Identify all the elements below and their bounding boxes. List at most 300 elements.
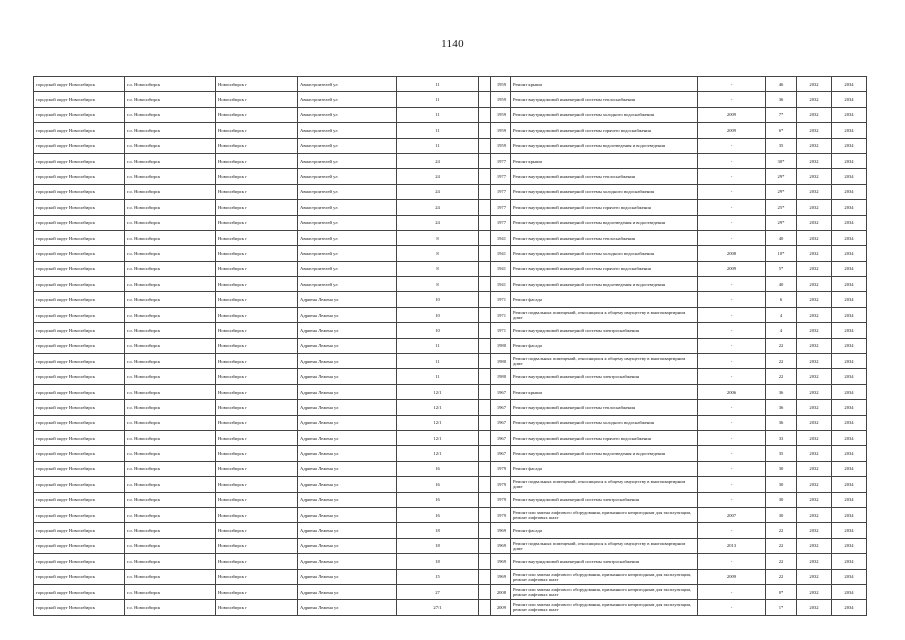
cell-plan-start: 2032 [797, 415, 832, 430]
cell-wear-percent: 30* [766, 153, 797, 168]
cell-last-repair-year: - [698, 323, 766, 338]
cell-last-repair-year: - [698, 338, 766, 353]
cell-locality: Новосибирск г [216, 354, 298, 369]
table-row [34, 215, 867, 230]
cell-build-year: 1969 [491, 538, 511, 553]
cell-wear-percent: 29* [766, 215, 797, 230]
cell-wear-percent: 36 [766, 92, 797, 107]
table-row [34, 538, 867, 553]
cell-build-year: 1977 [491, 153, 511, 168]
cell-house-number: 15 [397, 569, 479, 584]
cell-build-year: 2009 [491, 600, 511, 615]
cell-locality: Новосибирск г [216, 261, 298, 276]
cell-municipality: городской округ Новосибирск [34, 184, 125, 199]
cell-plan-start: 2032 [797, 477, 832, 492]
cell-locality: Новосибирск г [216, 184, 298, 199]
table-row [34, 430, 867, 445]
cell-spacer [479, 400, 491, 415]
table-row [34, 338, 867, 353]
table-row [34, 384, 867, 399]
cell-locality: Новосибирск г [216, 538, 298, 553]
cell-municipality: городской округ Новосибирск [34, 323, 125, 338]
cell-spacer [479, 292, 491, 307]
cell-settlement: г.о. Новосибирск [125, 92, 216, 107]
cell-locality: Новосибирск г [216, 323, 298, 338]
cell-plan-start: 2032 [797, 584, 832, 599]
cell-house-number: 12/1 [397, 384, 479, 399]
cell-municipality: городской округ Новосибирск [34, 153, 125, 168]
cell-house-number: 8 [397, 246, 479, 261]
cell-build-year: 1977 [491, 215, 511, 230]
cell-plan-end: 2034 [832, 338, 867, 353]
cell-locality: Новосибирск г [216, 338, 298, 353]
cell-settlement: г.о. Новосибирск [125, 400, 216, 415]
cell-spacer [479, 138, 491, 153]
cell-last-repair-year: 2008 [698, 246, 766, 261]
cell-locality: Новосибирск г [216, 507, 298, 522]
page-number: 1140 [441, 38, 464, 50]
cell-plan-end: 2034 [832, 200, 867, 215]
cell-plan-end: 2034 [832, 600, 867, 615]
cell-plan-end: 2034 [832, 261, 867, 276]
cell-work-type: Ремонт подвальных помещений, относящихся к общему имуществу в многоквартирном доме [511, 307, 698, 322]
cell-wear-percent: 22 [766, 523, 797, 538]
cell-street: Авиастроителей ул [298, 123, 397, 138]
cell-plan-start: 2032 [797, 92, 832, 107]
cell-plan-start: 2032 [797, 400, 832, 415]
cell-street: Адриена Лежена ул [298, 369, 397, 384]
cell-municipality: городской округ Новосибирск [34, 338, 125, 353]
cell-house-number: 12/1 [397, 446, 479, 461]
cell-plan-end: 2034 [832, 77, 867, 92]
cell-build-year: 1967 [491, 446, 511, 461]
cell-spacer [479, 123, 491, 138]
cell-wear-percent: 22 [766, 369, 797, 384]
cell-wear-percent: 22 [766, 554, 797, 569]
cell-build-year: 1977 [491, 169, 511, 184]
cell-plan-end: 2034 [832, 215, 867, 230]
cell-work-type: Ремонт внутридомовой инженерной системы холодного водоснабжения [511, 107, 698, 122]
cell-street: Адриена Лежена ул [298, 477, 397, 492]
cell-build-year: 1959 [491, 107, 511, 122]
cell-municipality: городской округ Новосибирск [34, 123, 125, 138]
cell-last-repair-year: - [698, 554, 766, 569]
cell-house-number: 16 [397, 492, 479, 507]
cell-house-number: 12/1 [397, 430, 479, 445]
cell-work-type: Ремонт внутридомовой инженерной системы теплоснабжения [511, 92, 698, 107]
cell-spacer [479, 569, 491, 584]
cell-settlement: г.о. Новосибирск [125, 354, 216, 369]
table-row [34, 230, 867, 245]
cell-locality: Новосибирск г [216, 569, 298, 584]
cell-wear-percent: 46 [766, 77, 797, 92]
cell-house-number: 18 [397, 538, 479, 553]
cell-plan-start: 2032 [797, 77, 832, 92]
cell-last-repair-year: - [698, 477, 766, 492]
cell-build-year: 1979 [491, 477, 511, 492]
cell-locality: Новосибирск г [216, 107, 298, 122]
cell-plan-start: 2032 [797, 107, 832, 122]
cell-house-number: 11 [397, 92, 479, 107]
cell-plan-end: 2034 [832, 292, 867, 307]
cell-street: Адриена Лежена ул [298, 584, 397, 599]
cell-work-type: Ремонт подвальных помещений, относящихся к общему имуществу в многоквартирном доме [511, 354, 698, 369]
cell-spacer [479, 307, 491, 322]
cell-build-year: 1979 [491, 507, 511, 522]
cell-house-number: 24 [397, 215, 479, 230]
table-row [34, 77, 867, 92]
cell-plan-start: 2032 [797, 461, 832, 476]
cell-plan-start: 2032 [797, 215, 832, 230]
cell-settlement: г.о. Новосибирск [125, 384, 216, 399]
cell-spacer [479, 384, 491, 399]
cell-spacer [479, 446, 491, 461]
cell-work-type: Ремонт или замена лифтового оборудования, признанного непригодным для эксплуатации, ремонт лифтовых шахт [511, 600, 698, 615]
cell-work-type: Ремонт внутридомовой инженерной системы электроснабжения [511, 323, 698, 338]
cell-locality: Новосибирск г [216, 77, 298, 92]
cell-last-repair-year: 2009 [698, 107, 766, 122]
cell-work-type: Ремонт крыши [511, 77, 698, 92]
cell-street: Адриена Лежена ул [298, 323, 397, 338]
repair-schedule-table [33, 76, 867, 616]
cell-settlement: г.о. Новосибирск [125, 415, 216, 430]
cell-plan-end: 2034 [832, 400, 867, 415]
cell-build-year: 1959 [491, 77, 511, 92]
cell-street: Адриена Лежена ул [298, 415, 397, 430]
cell-wear-percent: 5* [766, 261, 797, 276]
cell-work-type: Ремонт внутридомовой инженерной системы теплоснабжения [511, 400, 698, 415]
cell-locality: Новосибирск г [216, 277, 298, 292]
cell-locality: Новосибирск г [216, 477, 298, 492]
cell-work-type: Ремонт или замена лифтового оборудования, признанного непригодным для эксплуатации, ремонт лифтовых шахт [511, 569, 698, 584]
cell-street: Авиастроителей ул [298, 169, 397, 184]
cell-last-repair-year: - [698, 292, 766, 307]
cell-locality: Новосибирск г [216, 492, 298, 507]
cell-spacer [479, 523, 491, 538]
cell-build-year: 1971 [491, 307, 511, 322]
cell-street: Адриена Лежена ул [298, 446, 397, 461]
cell-last-repair-year: - [698, 430, 766, 445]
cell-plan-start: 2032 [797, 369, 832, 384]
cell-plan-end: 2034 [832, 415, 867, 430]
cell-house-number: 27 [397, 584, 479, 599]
cell-spacer [479, 184, 491, 199]
cell-plan-end: 2034 [832, 138, 867, 153]
cell-municipality: городской округ Новосибирск [34, 77, 125, 92]
table-row [34, 261, 867, 276]
cell-plan-end: 2034 [832, 554, 867, 569]
cell-settlement: г.о. Новосибирск [125, 77, 216, 92]
cell-municipality: городской округ Новосибирск [34, 246, 125, 261]
cell-house-number: 10 [397, 307, 479, 322]
cell-spacer [479, 492, 491, 507]
cell-wear-percent: 6* [766, 123, 797, 138]
cell-build-year: 1971 [491, 323, 511, 338]
cell-last-repair-year: - [698, 77, 766, 92]
cell-plan-start: 2032 [797, 354, 832, 369]
cell-municipality: городской округ Новосибирск [34, 415, 125, 430]
cell-build-year: 1959 [491, 123, 511, 138]
cell-work-type: Ремонт внутридомовой инженерной системы горячего водоснабжения [511, 261, 698, 276]
cell-house-number: 16 [397, 461, 479, 476]
cell-locality: Новосибирск г [216, 215, 298, 230]
cell-settlement: г.о. Новосибирск [125, 584, 216, 599]
cell-settlement: г.о. Новосибирск [125, 169, 216, 184]
cell-build-year: 1969 [491, 569, 511, 584]
cell-plan-start: 2032 [797, 230, 832, 245]
cell-work-type: Ремонт внутридомовой инженерной системы холодного водоснабжения [511, 415, 698, 430]
cell-work-type: Ремонт внутридомовой инженерной системы горячего водоснабжения [511, 200, 698, 215]
cell-locality: Новосибирск г [216, 600, 298, 615]
cell-settlement: г.о. Новосибирск [125, 246, 216, 261]
cell-spacer [479, 477, 491, 492]
cell-house-number: 24 [397, 169, 479, 184]
cell-settlement: г.о. Новосибирск [125, 107, 216, 122]
cell-locality: Новосибирск г [216, 523, 298, 538]
cell-settlement: г.о. Новосибирск [125, 184, 216, 199]
cell-house-number: 16 [397, 477, 479, 492]
cell-last-repair-year: - [698, 584, 766, 599]
cell-settlement: г.о. Новосибирск [125, 492, 216, 507]
cell-wear-percent: 33 [766, 430, 797, 445]
cell-plan-end: 2034 [832, 430, 867, 445]
cell-house-number: 11 [397, 123, 479, 138]
cell-locality: Новосибирск г [216, 123, 298, 138]
cell-settlement: г.о. Новосибирск [125, 200, 216, 215]
cell-settlement: г.о. Новосибирск [125, 538, 216, 553]
cell-wear-percent: 4 [766, 307, 797, 322]
cell-last-repair-year: - [698, 369, 766, 384]
cell-municipality: городской округ Новосибирск [34, 584, 125, 599]
cell-locality: Новосибирск г [216, 584, 298, 599]
cell-spacer [479, 200, 491, 215]
table-row [34, 400, 867, 415]
cell-municipality: городской округ Новосибирск [34, 292, 125, 307]
cell-street: Адриена Лежена ул [298, 600, 397, 615]
cell-plan-end: 2034 [832, 492, 867, 507]
cell-plan-start: 2032 [797, 123, 832, 138]
cell-municipality: городской округ Новосибирск [34, 369, 125, 384]
cell-last-repair-year: - [698, 492, 766, 507]
cell-build-year: 1980 [491, 338, 511, 353]
cell-settlement: г.о. Новосибирск [125, 446, 216, 461]
cell-wear-percent: 22 [766, 338, 797, 353]
cell-street: Авиастроителей ул [298, 261, 397, 276]
cell-locality: Новосибирск г [216, 400, 298, 415]
table-row [34, 554, 867, 569]
cell-work-type: Ремонт внутридомовой инженерной системы электроснабжения [511, 369, 698, 384]
cell-work-type: Ремонт внутридомовой инженерной системы горячего водоснабжения [511, 123, 698, 138]
cell-work-type: Ремонт внутридомовой инженерной системы холодного водоснабжения [511, 246, 698, 261]
cell-wear-percent: 35 [766, 138, 797, 153]
cell-plan-start: 2032 [797, 169, 832, 184]
cell-last-repair-year: 2009 [698, 261, 766, 276]
cell-settlement: г.о. Новосибирск [125, 461, 216, 476]
cell-street: Адриена Лежена ул [298, 569, 397, 584]
cell-spacer [479, 369, 491, 384]
cell-municipality: городской округ Новосибирск [34, 277, 125, 292]
cell-wear-percent: 30 [766, 461, 797, 476]
cell-plan-start: 2032 [797, 307, 832, 322]
cell-locality: Новосибирск г [216, 369, 298, 384]
cell-municipality: городской округ Новосибирск [34, 554, 125, 569]
cell-spacer [479, 153, 491, 168]
cell-wear-percent: 1* [766, 600, 797, 615]
cell-work-type: Ремонт фасада [511, 461, 698, 476]
cell-build-year: 1967 [491, 430, 511, 445]
cell-build-year: 1941 [491, 261, 511, 276]
cell-street: Авиастроителей ул [298, 246, 397, 261]
cell-plan-end: 2034 [832, 323, 867, 338]
cell-work-type: Ремонт внутридомовой инженерной системы горячего водоснабжения [511, 430, 698, 445]
cell-settlement: г.о. Новосибирск [125, 554, 216, 569]
cell-build-year: 1977 [491, 200, 511, 215]
cell-municipality: городской округ Новосибирск [34, 569, 125, 584]
cell-municipality: городской округ Новосибирск [34, 354, 125, 369]
cell-build-year: 1969 [491, 523, 511, 538]
cell-plan-end: 2034 [832, 277, 867, 292]
cell-settlement: г.о. Новосибирск [125, 430, 216, 445]
cell-locality: Новосибирск г [216, 153, 298, 168]
cell-street: Адриена Лежена ул [298, 338, 397, 353]
cell-settlement: г.о. Новосибирск [125, 600, 216, 615]
cell-wear-percent: 0* [766, 584, 797, 599]
table-row [34, 461, 867, 476]
cell-street: Адриена Лежена ул [298, 538, 397, 553]
table-row [34, 138, 867, 153]
cell-plan-start: 2032 [797, 153, 832, 168]
cell-plan-end: 2034 [832, 107, 867, 122]
cell-street: Адриена Лежена ул [298, 292, 397, 307]
cell-locality: Новосибирск г [216, 446, 298, 461]
cell-plan-start: 2032 [797, 446, 832, 461]
cell-work-type: Ремонт фасада [511, 523, 698, 538]
cell-house-number: 24 [397, 200, 479, 215]
cell-settlement: г.о. Новосибирск [125, 338, 216, 353]
cell-street: Авиастроителей ул [298, 153, 397, 168]
cell-spacer [479, 77, 491, 92]
cell-last-repair-year: - [698, 200, 766, 215]
cell-settlement: г.о. Новосибирск [125, 153, 216, 168]
cell-last-repair-year: - [698, 307, 766, 322]
cell-municipality: городской округ Новосибирск [34, 538, 125, 553]
table-row [34, 354, 867, 369]
cell-build-year: 1959 [491, 138, 511, 153]
cell-work-type: Ремонт внутридомовой инженерной системы электроснабжения [511, 554, 698, 569]
cell-wear-percent: 36 [766, 415, 797, 430]
cell-street: Адриена Лежена ул [298, 400, 397, 415]
cell-plan-end: 2034 [832, 369, 867, 384]
cell-municipality: городской округ Новосибирск [34, 430, 125, 445]
cell-street: Адриена Лежена ул [298, 430, 397, 445]
cell-street: Адриена Лежена ул [298, 354, 397, 369]
cell-settlement: г.о. Новосибирск [125, 323, 216, 338]
cell-wear-percent: 40 [766, 230, 797, 245]
cell-locality: Новосибирск г [216, 138, 298, 153]
cell-spacer [479, 215, 491, 230]
cell-wear-percent: 30 [766, 477, 797, 492]
cell-municipality: городской округ Новосибирск [34, 169, 125, 184]
cell-last-repair-year: - [698, 169, 766, 184]
cell-work-type: Ремонт или замена лифтового оборудования, признанного непригодным для эксплуатации, ремонт лифтовых шахт [511, 507, 698, 522]
cell-house-number: 27/1 [397, 600, 479, 615]
cell-plan-start: 2032 [797, 323, 832, 338]
cell-spacer [479, 92, 491, 107]
cell-settlement: г.о. Новосибирск [125, 138, 216, 153]
cell-last-repair-year: - [698, 415, 766, 430]
cell-plan-end: 2034 [832, 354, 867, 369]
cell-wear-percent: 22 [766, 354, 797, 369]
cell-locality: Новосибирск г [216, 246, 298, 261]
cell-house-number: 11 [397, 354, 479, 369]
cell-settlement: г.о. Новосибирск [125, 277, 216, 292]
cell-spacer [479, 230, 491, 245]
table-row [34, 123, 867, 138]
cell-street: Адриена Лежена ул [298, 461, 397, 476]
cell-locality: Новосибирск г [216, 307, 298, 322]
cell-wear-percent: 22 [766, 538, 797, 553]
cell-spacer [479, 461, 491, 476]
cell-wear-percent: 29* [766, 169, 797, 184]
cell-build-year: 2008 [491, 584, 511, 599]
table-row [34, 523, 867, 538]
cell-house-number: 10 [397, 323, 479, 338]
cell-municipality: городской округ Новосибирск [34, 446, 125, 461]
cell-plan-end: 2034 [832, 169, 867, 184]
cell-last-repair-year: 2009 [698, 123, 766, 138]
cell-build-year: 1971 [491, 292, 511, 307]
cell-last-repair-year: 2013 [698, 538, 766, 553]
cell-spacer [479, 246, 491, 261]
cell-street: Адриена Лежена ул [298, 307, 397, 322]
cell-last-repair-year: - [698, 138, 766, 153]
cell-last-repair-year: - [698, 446, 766, 461]
cell-municipality: городской округ Новосибирск [34, 200, 125, 215]
cell-last-repair-year: - [698, 354, 766, 369]
cell-settlement: г.о. Новосибирск [125, 230, 216, 245]
cell-spacer [479, 538, 491, 553]
cell-plan-end: 2034 [832, 230, 867, 245]
table-row [34, 92, 867, 107]
cell-plan-start: 2032 [797, 200, 832, 215]
cell-last-repair-year: - [698, 523, 766, 538]
cell-house-number: 11 [397, 138, 479, 153]
table-row [34, 307, 867, 322]
cell-work-type: Ремонт внутридомовой инженерной системы теплоснабжения [511, 169, 698, 184]
cell-work-type: Ремонт фасада [511, 292, 698, 307]
cell-street: Авиастроителей ул [298, 77, 397, 92]
table-row [34, 446, 867, 461]
table-row [34, 492, 867, 507]
cell-house-number: 16 [397, 507, 479, 522]
cell-plan-start: 2032 [797, 184, 832, 199]
cell-locality: Новосибирск г [216, 384, 298, 399]
cell-locality: Новосибирск г [216, 200, 298, 215]
cell-work-type: Ремонт внутридомовой инженерной системы водоотведения и водоотведения [511, 277, 698, 292]
cell-work-type: Ремонт внутридомовой инженерной системы водоотведения и водоотведения [511, 446, 698, 461]
cell-house-number: 18 [397, 523, 479, 538]
table-row [34, 292, 867, 307]
cell-settlement: г.о. Новосибирск [125, 123, 216, 138]
cell-work-type: Ремонт подвальных помещений, относящихся к общему имуществу в многоквартирном доме [511, 538, 698, 553]
cell-municipality: городской округ Новосибирск [34, 461, 125, 476]
cell-settlement: г.о. Новосибирск [125, 507, 216, 522]
cell-settlement: г.о. Новосибирск [125, 523, 216, 538]
cell-street: Авиастроителей ул [298, 92, 397, 107]
cell-street: Адриена Лежена ул [298, 554, 397, 569]
table-row [34, 323, 867, 338]
table-row [34, 169, 867, 184]
